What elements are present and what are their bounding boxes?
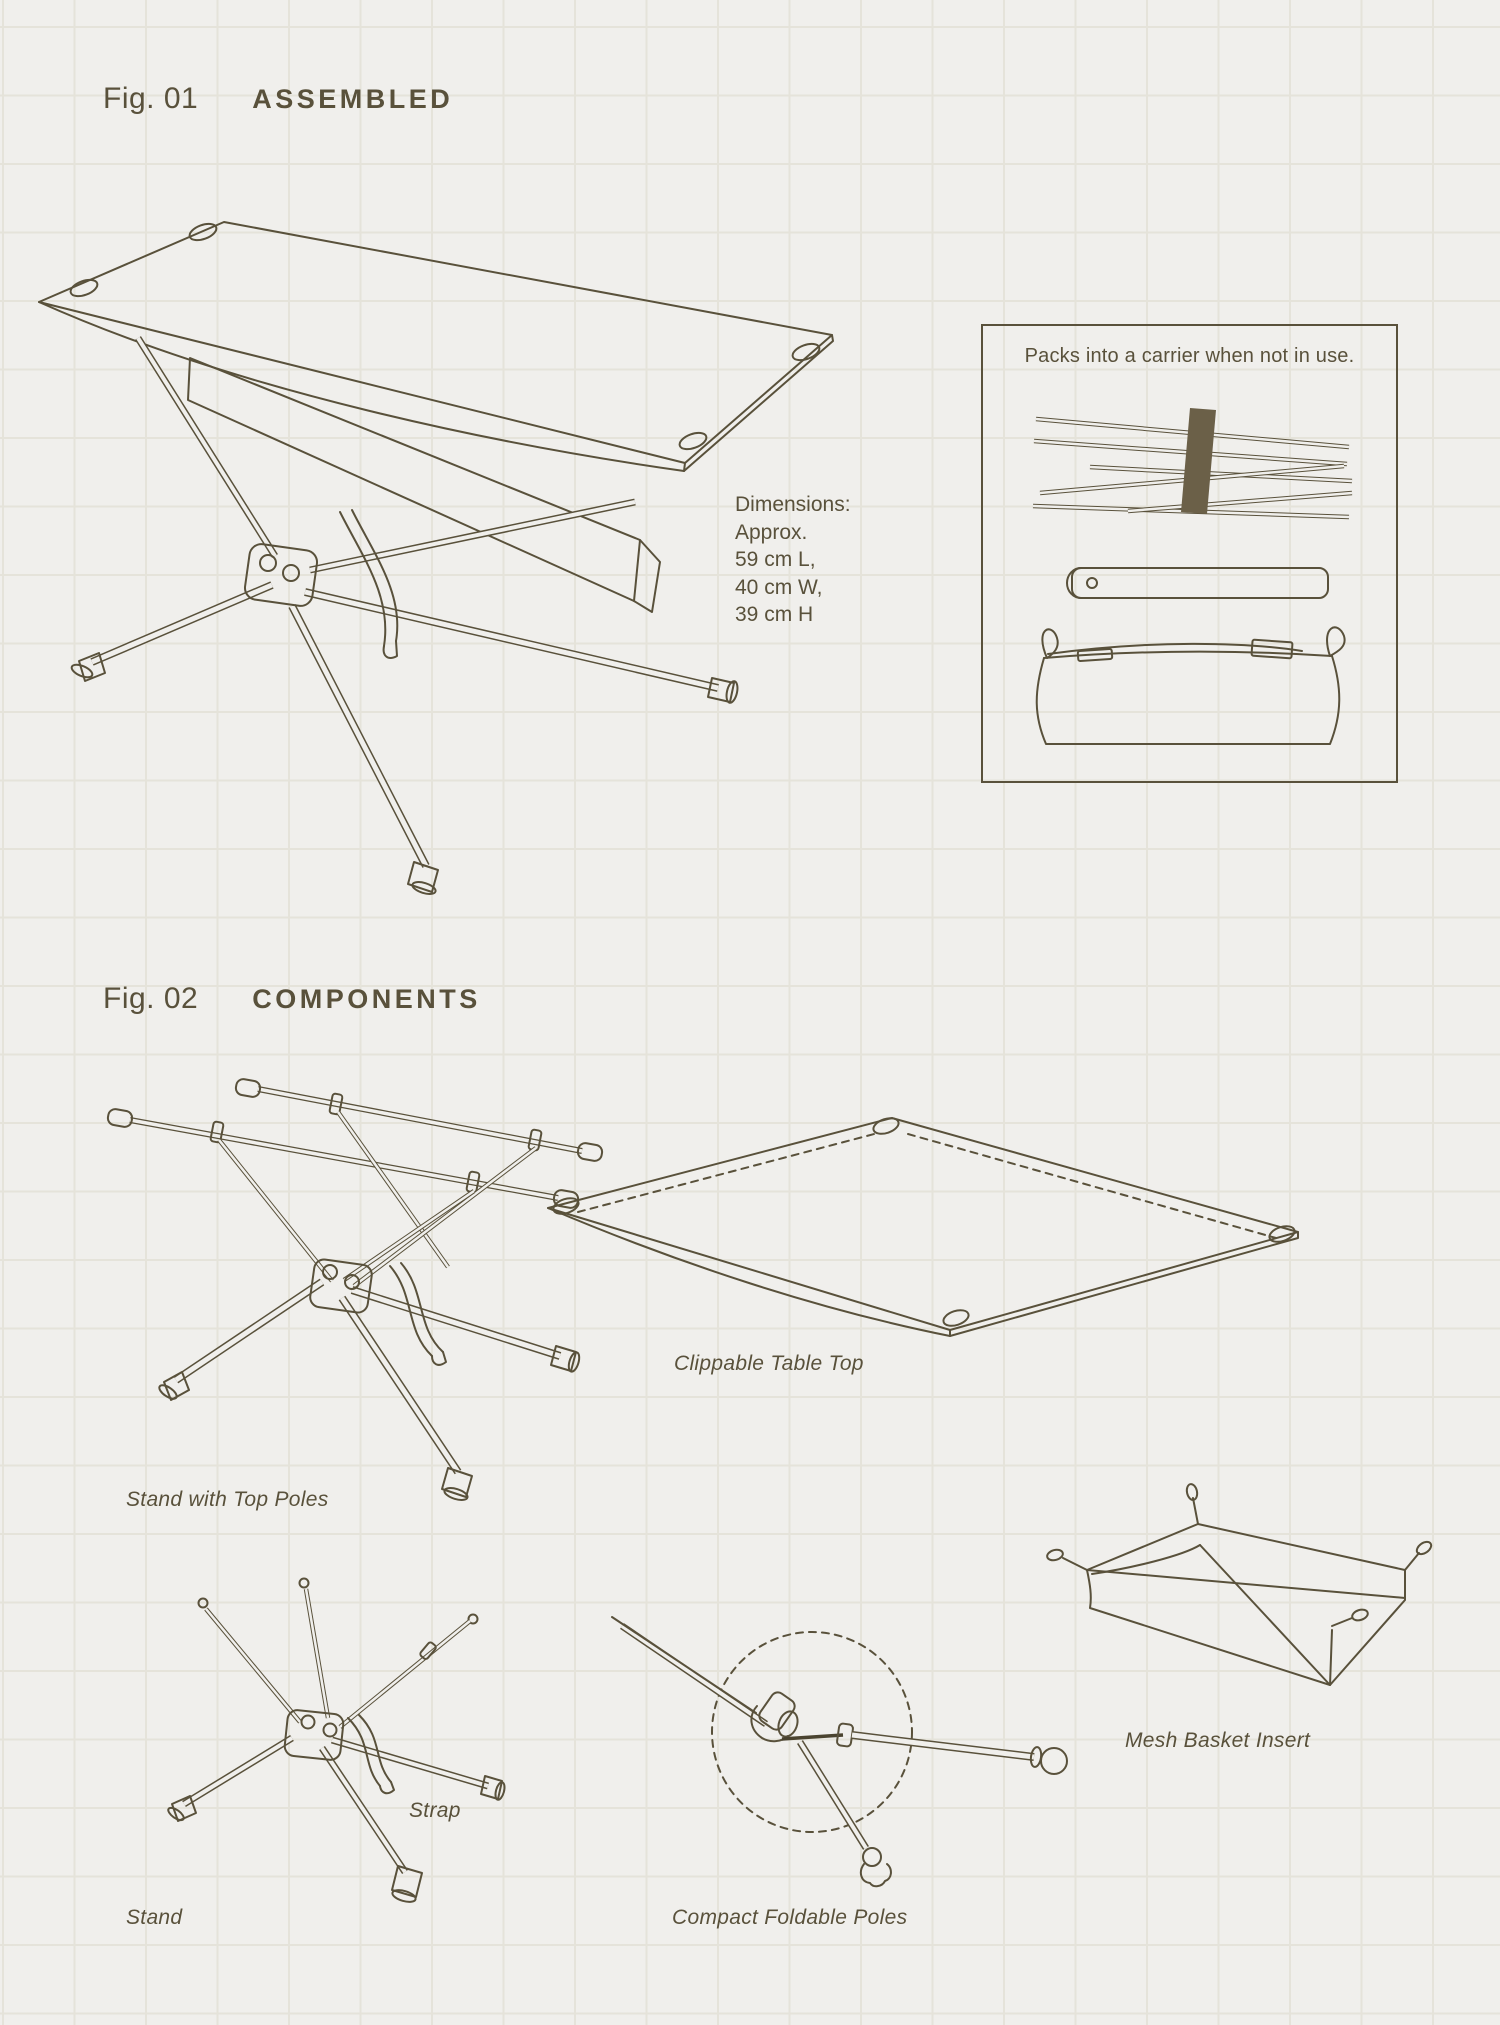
dimensions-line: Approx. — [735, 520, 808, 544]
dimensions-line: Dimensions: — [735, 493, 851, 516]
assembled-table-illustration — [39, 221, 833, 897]
fig01-title: ASSEMBLED — [252, 84, 454, 114]
fig01-label: Fig. 01 — [103, 82, 199, 115]
compact-foldable-poles-illustration — [612, 1617, 1067, 1886]
dimensions-line: 39 cm H — [735, 603, 814, 626]
label-stand-with-top-poles: Stand with Top Poles — [126, 1488, 329, 1511]
fig01-header — [103, 82, 453, 116]
fig02-label: Fig. 02 — [103, 982, 199, 1015]
label-clippable-table-top: Clippable Table Top — [674, 1352, 864, 1375]
fig02-title: COMPONENTS — [252, 984, 481, 1014]
label-compact-foldable-poles: Compact Foldable Poles — [672, 1906, 908, 1929]
mesh-basket-insert-illustration — [1046, 1483, 1433, 1685]
label-mesh-basket-insert: Mesh Basket Insert — [1125, 1729, 1311, 1752]
stand-with-top-poles-illustration — [107, 1078, 603, 1502]
fig02-header — [103, 982, 481, 1016]
clippable-table-top-illustration — [548, 1115, 1298, 1336]
dimensions-note — [735, 491, 851, 629]
dimensions-line: 59 cm L, — [735, 548, 816, 571]
stand-illustration — [166, 1579, 506, 1905]
label-stand: Stand — [126, 1906, 183, 1929]
label-strap: Strap — [409, 1799, 461, 1822]
carrier-note: Packs into a carrier when not in use. — [1024, 345, 1355, 367]
dimensions-line: 40 cm W, — [735, 575, 823, 599]
carrier-inset-box — [981, 324, 1398, 783]
